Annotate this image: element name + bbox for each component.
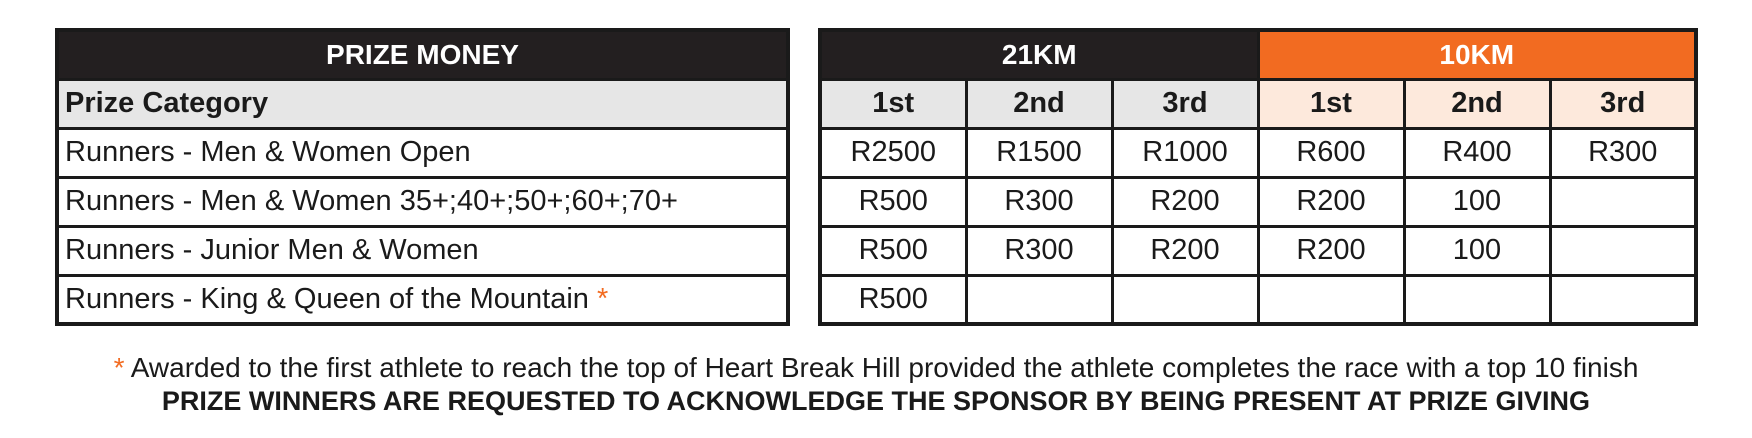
category-label: Runners - King & Queen of the Mountain [65,282,589,315]
prize-cell: R1500 [966,128,1112,177]
table-row [820,275,1696,324]
table-row [820,177,1696,226]
prize-cell: R200 [1112,177,1258,226]
footnote-asterisk: * [113,352,125,383]
category-cell: Runners - Men & Women 35+;40+;50+;60+;70+ [57,177,788,226]
prize-cell: R200 [1258,177,1404,226]
prize-cell: 100 [1404,177,1550,226]
place-header: 1st [1258,79,1404,128]
prize-category-header: Prize Category [57,79,788,128]
prize-cell [1550,226,1696,275]
prize-cell: R200 [1112,226,1258,275]
prize-cell [966,275,1112,324]
table-row [820,226,1696,275]
prize-cell: R500 [820,275,966,324]
prize-cell: R300 [966,177,1112,226]
place-header: 3rd [1550,79,1696,128]
footnote-text: Awarded to the first athlete to reach the top of Heart Break Hill provided the athlete completes the race with a top 10 finish [124,352,1639,383]
prize-cell [1258,275,1404,324]
prize-cell: R2500 [820,128,966,177]
prize-cell [1404,275,1550,324]
place-header: 2nd [966,79,1112,128]
prize-cell: R1000 [1112,128,1258,177]
place-header: 3rd [1112,79,1258,128]
prize-cell [1550,177,1696,226]
prize-cell: R400 [1404,128,1550,177]
place-header: 1st [820,79,966,128]
header-10km: 10KM [1258,30,1696,79]
footnote [0,352,1752,384]
prize-category-table [55,28,790,326]
prize-cell [1112,275,1258,324]
header-21km: 21KM [820,30,1258,79]
prize-money-title: PRIZE MONEY [57,30,788,79]
sponsor-notice: PRIZE WINNERS ARE REQUESTED TO ACKNOWLEDGE THE SPONSOR BY BEING PRESENT AT PRIZE GIVING [161,386,1591,416]
category-cell-king-queen [57,275,788,324]
prize-cell: R500 [820,177,966,226]
prize-cell: R200 [1258,226,1404,275]
asterisk-marker: * [597,282,609,315]
table-row [820,128,1696,177]
place-header: 2nd [1404,79,1550,128]
category-cell: Runners - Men & Women Open [57,128,788,177]
prize-cell [1550,275,1696,324]
prize-cell: R300 [966,226,1112,275]
prize-cell: R500 [820,226,966,275]
category-cell: Runners - Junior Men & Women [57,226,788,275]
prize-cell: 100 [1404,226,1550,275]
prize-cell: R300 [1550,128,1696,177]
prize-amounts-table [818,28,1698,326]
prize-cell: R600 [1258,128,1404,177]
